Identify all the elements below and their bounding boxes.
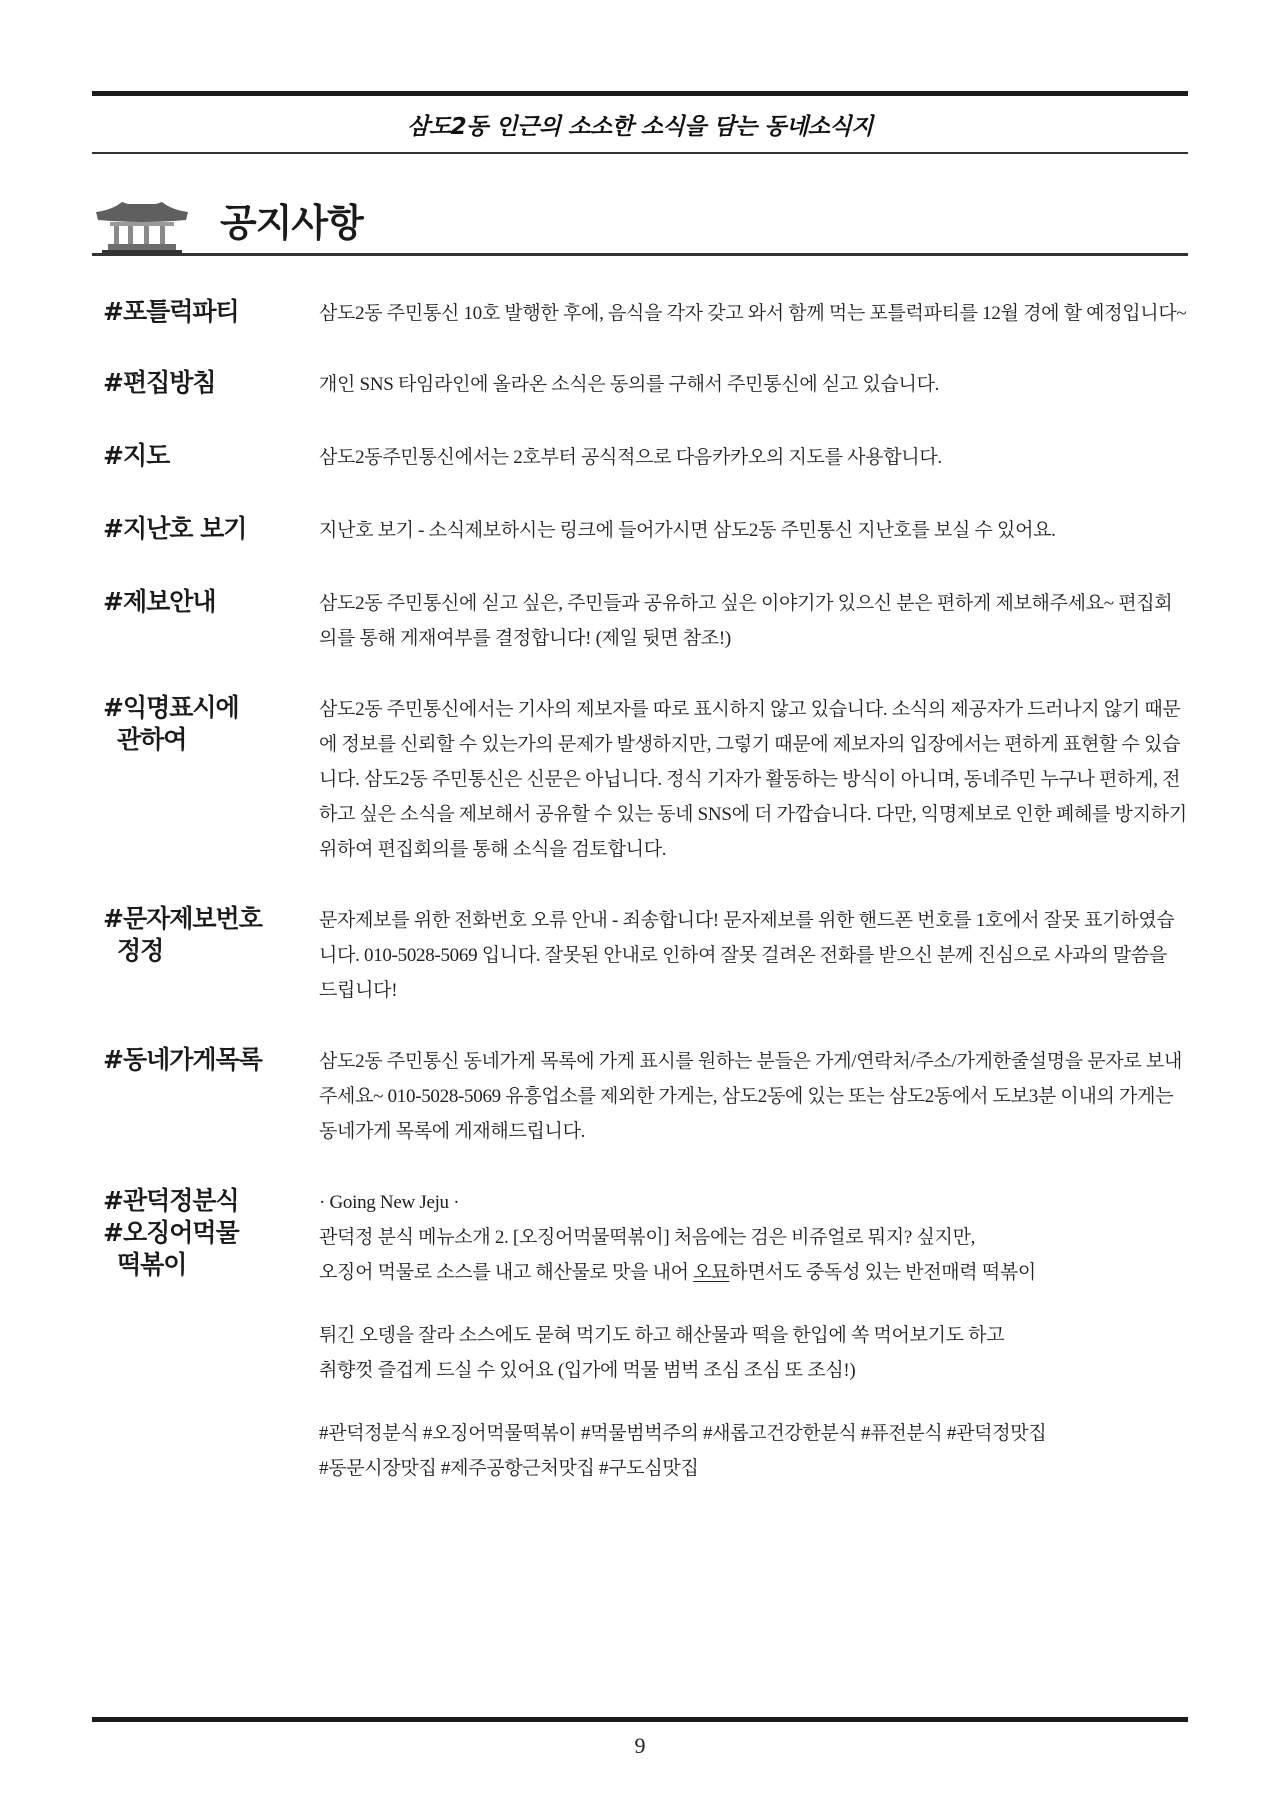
notice-editorial-policy	[92, 367, 1188, 402]
notice-label	[92, 586, 319, 618]
paragraph-gap	[319, 1290, 1188, 1318]
notice-phone-correction	[92, 903, 1188, 1008]
label-text: 관하여	[117, 725, 187, 754]
notice-label	[92, 440, 319, 472]
body-text: 삼도2동 주민통신 10호 발행한 후에, 음식을 각자 갖고 와서 함께 먹는 포틀럭파티를 12월 경에 할 예정입니다~	[319, 303, 1187, 324]
newsletter-tagline: 삼도2동 인근의 소소한 소식을 담는 동네소식지	[407, 114, 873, 140]
notice-gwandeokjeong-snack	[92, 1185, 1188, 1486]
header-bottom-rule	[92, 152, 1188, 154]
paragraph-gap	[319, 1388, 1188, 1416]
notice-back-issues	[92, 513, 1188, 548]
notice-tip-guide	[92, 586, 1188, 656]
body-text: 개인 SNS 타임라인에 올라온 소식은 동의를 구해서 주민통신에 싣고 있습니다.	[319, 374, 940, 395]
underlined-text: 오묘	[693, 1262, 730, 1283]
notice-body	[319, 513, 1188, 548]
notice-label	[92, 692, 319, 756]
pavilion-icon	[92, 198, 192, 256]
label-text: #동네가게목록	[103, 1045, 262, 1074]
footer-rule	[92, 1717, 1188, 1722]
label-text: #오징어먹물	[103, 1218, 239, 1247]
section-title: 공지사항	[220, 201, 363, 245]
body-text: 삼도2동 주민통신 동네가게 목록에 가게 표시를 원하는 분들은 가게/연락처/주소/가게한줄설명을 문자로 보내주세요~ 010-5028-5069 유흥업소를 제외한 가게는, 삼도2동에 있는 또는 삼도2동에서 도보3분 이내의 가게는 동네가게 목록에 게재해드립니다.	[319, 1051, 1183, 1142]
notice-body	[319, 440, 1188, 475]
notice-label	[92, 1185, 319, 1281]
label-text: #익명표시에	[103, 693, 239, 722]
label-text: #포틀럭파티	[103, 297, 239, 326]
section-header	[92, 190, 1188, 256]
label-text: 떡볶이	[117, 1250, 187, 1279]
notice-body	[319, 903, 1188, 1008]
notice-map	[92, 440, 1188, 475]
body-text: 튀긴 오뎅을 잘라 소스에도 묻혀 먹기도 하고 해산물과 떡을 한입에 쏙 먹어보기도 하고	[319, 1325, 1005, 1346]
body-text: 관덕정 분식 메뉴소개 2. [오징어먹물떡볶이] 처음에는 검은 비쥬얼로 뭐지? 싶지만,	[319, 1227, 976, 1248]
notice-body	[319, 296, 1188, 331]
notice-body	[319, 367, 1188, 402]
text-segment: 오징어 먹물로 소스를 내고 해산물로 맛을 내어	[319, 1262, 694, 1283]
body-text: 삼도2동 주민통신에 싣고 싶은, 주민들과 공유하고 싶은 이야기가 있으신 분은 편하게 제보해주세요~ 편집회의를 통해 게재여부를 결정합니다! (제일 뒷면 참조!)	[319, 593, 1173, 649]
notice-anonymity	[92, 692, 1188, 867]
body-text: 삼도2동 주민통신에서는 기사의 제보자를 따로 표시하지 않고 있습니다. 소식의 제공자가 드러나지 않기 때문에 정보를 신뢰할 수 있는가의 문제가 발생하지만, 그렇기 때문에 제보자의 입장에서는 편하게 표현할 수 있습니다. 삼도2동 주민통신은 신문은 아닙니다. 정식 기자가 활동하는 방식이 아니며, 동네주민 누구나 편하게, 전하고 싶은 소식을 제보해서 공유할 수 있는 동네 SNS에 더 가깝습니다. 다만, 익명제보로 인한 폐혜를 방지하기 위하여 편집회의를 통해 소식을 검토합니다.	[319, 699, 1187, 860]
label-text: #문자제보번호	[103, 904, 262, 933]
notice-body	[319, 586, 1188, 656]
notice-body	[319, 1044, 1188, 1149]
label-text: 정정	[117, 936, 164, 965]
section-underline	[92, 253, 1188, 256]
text-segment: 하면서도 중독성 있는 반전매력 떡볶이	[729, 1262, 1036, 1283]
page-number: 9	[634, 1733, 646, 1758]
notice-body	[319, 1185, 1188, 1486]
header-top-rule	[92, 91, 1188, 96]
hashtags: #관덕정분식 #오징어먹물떡볶이 #먹물범벅주의 #새롭고건강한분식 #퓨전분식 #관덕정맛집	[319, 1423, 1047, 1444]
label-text: #제보안내	[103, 587, 216, 616]
body-text: 지난호 보기 - 소식제보하시는 링크에 들어가시면 삼도2동 주민통신 지난호를 보실 수 있어요.	[319, 520, 1056, 541]
post-title: · Going New Jeju ·	[319, 1192, 460, 1213]
notice-label	[92, 513, 319, 545]
notice-label	[92, 296, 319, 328]
notice-label	[92, 903, 319, 967]
label-text: #지도	[103, 441, 170, 470]
notice-local-stores	[92, 1044, 1188, 1149]
notice-label	[92, 1044, 319, 1076]
body-text: 취향껏 즐겁게 드실 수 있어요 (입가에 먹물 범벅 조심 조심 또 조심!)	[319, 1360, 856, 1381]
notice-label	[92, 367, 319, 399]
body-text	[319, 1255, 1188, 1290]
notice-list	[92, 296, 1188, 1486]
body-text: 삼도2동주민통신에서는 2호부터 공식적으로 다음카카오의 지도를 사용합니다.	[319, 447, 942, 468]
label-text: #관덕정분식	[103, 1186, 239, 1215]
hashtags: #동문시장맛집 #제주공항근처맛집 #구도심맛집	[319, 1458, 699, 1479]
label-text: #지난호 보기	[103, 514, 247, 543]
notice-potluck	[92, 296, 1188, 331]
body-text: 문자제보를 위한 전화번호 오류 안내 - 죄송합니다! 문자제보를 위한 핸드폰 번호를 1호에서 잘못 표기하였습니다. 010-5028-5069 입니다. 잘못된 안내로 인하여 잘못 걸려온 전화를 받으신 분께 진심으로 사과의 말씀을 드립니다!	[319, 910, 1175, 1001]
notice-body	[319, 692, 1188, 867]
label-text: #편집방침	[103, 368, 216, 397]
